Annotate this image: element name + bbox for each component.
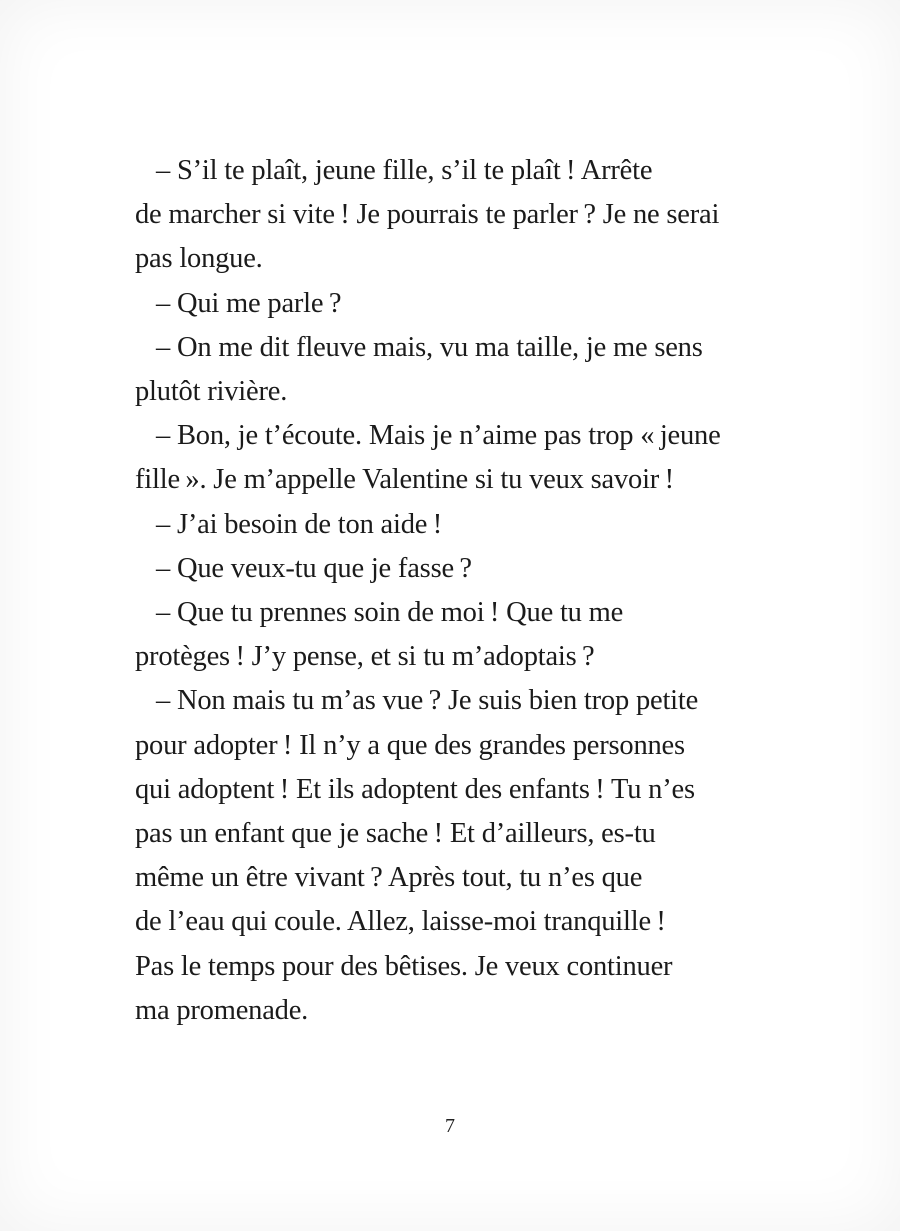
text-line: Pas le temps pour des bêtises. Je veux continuer xyxy=(135,950,673,982)
paragraph xyxy=(135,414,820,502)
text-line: – J’ai besoin de ton aide ! xyxy=(156,508,443,540)
paragraph xyxy=(135,547,820,591)
text-line: pas longue. xyxy=(135,243,263,275)
paragraph xyxy=(135,326,820,414)
paragraph xyxy=(135,591,820,679)
paragraph xyxy=(135,282,820,326)
text-line: – S’il te plaît, jeune fille, s’il te plaît ! Arrête xyxy=(156,155,653,186)
text-line: de l’eau qui coule. Allez, laisse-moi tranquille ! xyxy=(135,906,666,938)
text-line: pour adopter ! Il n’y a que des grandes personnes xyxy=(135,729,685,761)
text-line: plutôt rivière. xyxy=(135,376,288,408)
text-line: – Que veux-tu que je fasse ? xyxy=(156,552,472,584)
text-block xyxy=(135,149,820,1033)
text-line: pas un enfant que je sache ! Et d’ailleurs, es-tu xyxy=(135,818,656,850)
text-line: – Non mais tu m’as vue ? Je suis bien trop petite xyxy=(156,685,699,717)
text-line: – Que tu prennes soin de moi ! Que tu me xyxy=(156,597,624,629)
text-line: ma promenade. xyxy=(135,994,309,1026)
page-number: 7 xyxy=(445,1115,455,1137)
paragraph xyxy=(135,503,820,547)
text-line: – On me dit fleuve mais, vu ma taille, je me sens xyxy=(156,331,703,363)
text-line: même un être vivant ? Après tout, tu n’es que xyxy=(135,862,643,894)
text-line: qui adoptent ! Et ils adoptent des enfants ! Tu n’es xyxy=(135,773,695,805)
text-line: – Qui me parle ? xyxy=(156,287,342,319)
text-line: de marcher si vite ! Je pourrais te parler ? Je ne serai xyxy=(135,199,720,231)
paragraph xyxy=(135,679,820,1033)
text-line: – Bon, je t’écoute. Mais je n’aime pas trop « jeune xyxy=(156,420,721,452)
text-line: protèges ! J’y pense, et si tu m’adoptais ? xyxy=(135,641,595,673)
paragraph xyxy=(135,149,820,282)
text-line: fille ». Je m’appelle Valentine si tu veux savoir ! xyxy=(135,464,674,496)
